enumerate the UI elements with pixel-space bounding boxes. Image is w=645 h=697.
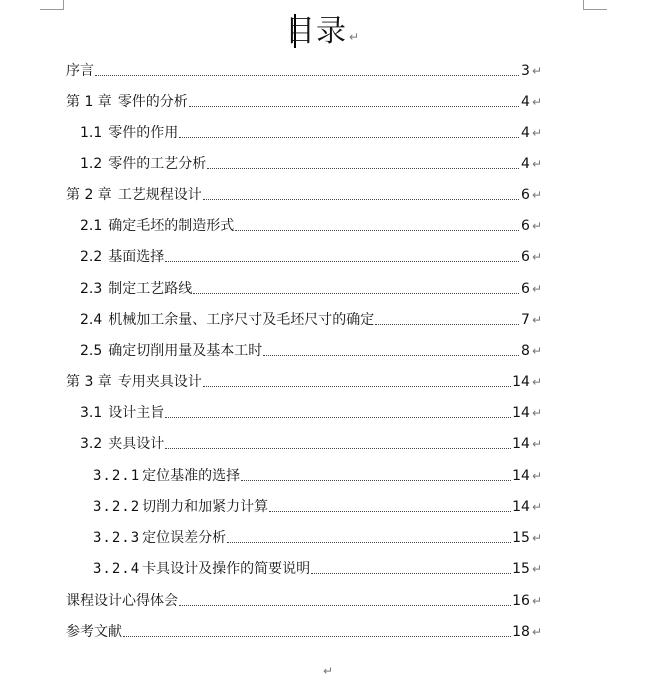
toc-entry-title: 机械加工余量、工序尺寸及毛坯尺寸的确定 bbox=[108, 312, 375, 328]
dot-leader bbox=[193, 292, 519, 294]
toc-entry[interactable] bbox=[80, 153, 542, 173]
dot-leader bbox=[179, 136, 519, 138]
toc-entry-title: 零件的工艺分析 bbox=[108, 156, 207, 172]
toc-entry-number: 2.3 bbox=[80, 281, 103, 297]
toc-entry[interactable] bbox=[66, 371, 542, 391]
toc-entry-number: 3.2.1 bbox=[93, 468, 141, 484]
toc-entry[interactable] bbox=[93, 527, 542, 547]
paragraph-mark-icon: ↵ bbox=[531, 64, 542, 78]
paragraph-mark-icon: ↵ bbox=[531, 219, 542, 233]
paragraph-mark-icon: ↵ bbox=[531, 625, 542, 639]
paragraph-mark-icon: ↵ bbox=[531, 406, 542, 420]
dot-leader bbox=[227, 541, 511, 543]
dot-leader bbox=[123, 635, 511, 637]
toc-entry[interactable] bbox=[66, 621, 542, 641]
toc-entry-title: 卡具设计及操作的简要说明 bbox=[142, 561, 311, 577]
toc-entry-title: 专用夹具设计 bbox=[117, 374, 202, 390]
toc-entry-page: 18 bbox=[512, 624, 530, 640]
paragraph-mark-icon: ↵ bbox=[348, 30, 361, 44]
paragraph-mark-icon: ↵ bbox=[531, 157, 542, 171]
toc-entry-page: 3 bbox=[521, 63, 530, 79]
paragraph-mark-icon: ↵ bbox=[531, 531, 542, 545]
paragraph-mark-icon: ↵ bbox=[531, 562, 542, 576]
toc-entry[interactable] bbox=[80, 309, 542, 329]
toc-entry-title: 工艺规程设计 bbox=[117, 187, 202, 203]
toc-entry-number: 2.1 bbox=[80, 218, 103, 234]
toc-entry[interactable] bbox=[80, 278, 542, 298]
toc-entry-title: 设计主旨 bbox=[108, 405, 165, 421]
toc-entry-number: 2.4 bbox=[80, 312, 103, 328]
paragraph-mark-icon: ↵ bbox=[531, 282, 542, 296]
toc-entry-page: 14 bbox=[512, 374, 530, 390]
toc-entry-page: 6 bbox=[521, 281, 530, 297]
paragraph-mark-icon: ↵ bbox=[323, 664, 334, 678]
paragraph-mark-icon: ↵ bbox=[531, 469, 542, 483]
dot-leader bbox=[203, 385, 511, 387]
crop-mark-top-right-v bbox=[583, 0, 584, 9]
toc-entry-title: 基面选择 bbox=[108, 249, 165, 265]
toc-entry-title: 确定切削用量及基本工时 bbox=[108, 343, 263, 359]
toc-entry[interactable] bbox=[66, 590, 542, 610]
toc-entry-number: 第 2 章 bbox=[66, 187, 112, 203]
dot-leader bbox=[165, 447, 511, 449]
paragraph-mark-icon: ↵ bbox=[531, 250, 542, 264]
paragraph-mark-icon: ↵ bbox=[531, 313, 542, 327]
toc-entry-page: 6 bbox=[521, 249, 530, 265]
toc-entry-page: 8 bbox=[521, 343, 530, 359]
crop-mark-top-right-h bbox=[583, 9, 607, 10]
toc-entry-page: 4 bbox=[521, 156, 530, 172]
paragraph-mark-icon: ↵ bbox=[531, 375, 542, 389]
toc-entry[interactable] bbox=[93, 465, 542, 485]
paragraph-mark-icon: ↵ bbox=[531, 126, 542, 140]
toc-entry[interactable] bbox=[66, 184, 542, 204]
toc-entry-page: 6 bbox=[521, 187, 530, 203]
toc-entry-number: 1.1 bbox=[80, 125, 103, 141]
toc-entry[interactable] bbox=[80, 433, 542, 453]
toc-entry-number: 1.2 bbox=[80, 156, 103, 172]
dot-leader bbox=[235, 229, 519, 231]
toc-entry[interactable] bbox=[93, 496, 542, 516]
paragraph-mark-icon: ↵ bbox=[531, 344, 542, 358]
toc-entry-number: 3.2 bbox=[80, 436, 103, 452]
dot-leader bbox=[269, 510, 511, 512]
toc-entry-title: 夹具设计 bbox=[108, 436, 165, 452]
toc-entry-number: 3.2.3 bbox=[93, 530, 141, 546]
dot-leader bbox=[95, 74, 519, 76]
dot-leader bbox=[311, 572, 511, 574]
toc-entry-title: 切削力和加紧力计算 bbox=[142, 499, 269, 515]
toc-entry-page: 16 bbox=[512, 593, 530, 609]
toc-entry[interactable] bbox=[80, 402, 542, 422]
toc-entry-page: 14 bbox=[512, 405, 530, 421]
toc-entry-title: 定位基准的选择 bbox=[142, 468, 241, 484]
toc-entry-page: 7 bbox=[521, 312, 530, 328]
dot-leader bbox=[165, 416, 511, 418]
toc-entry-number: 3.2.2 bbox=[93, 499, 141, 515]
toc-entry[interactable] bbox=[80, 340, 542, 360]
title-text: 目录 bbox=[284, 14, 347, 49]
toc-entry-title: 零件的作用 bbox=[108, 125, 179, 141]
dot-leader bbox=[241, 479, 511, 481]
toc-entry-page: 6 bbox=[521, 218, 530, 234]
toc-entry-number: 2.2 bbox=[80, 249, 103, 265]
toc-entry-title: 确定毛坯的制造形式 bbox=[108, 218, 235, 234]
toc-entry[interactable] bbox=[66, 60, 542, 80]
toc-entry[interactable] bbox=[80, 122, 542, 142]
toc-entry-page: 14 bbox=[512, 468, 530, 484]
toc-entry-number: 3.1 bbox=[80, 405, 103, 421]
toc-entry-title: 序言 bbox=[66, 63, 94, 79]
toc-entry-number: 3.2.4 bbox=[93, 561, 141, 577]
paragraph-mark-icon: ↵ bbox=[531, 188, 542, 202]
toc-entry[interactable] bbox=[80, 246, 542, 266]
dot-leader bbox=[203, 198, 519, 200]
crop-mark-top-left-v bbox=[63, 0, 64, 9]
toc-entry-title: 制定工艺路线 bbox=[108, 281, 193, 297]
toc-entry-title: 零件的分析 bbox=[117, 94, 188, 110]
dot-leader bbox=[165, 260, 519, 262]
toc-entry[interactable] bbox=[80, 215, 542, 235]
dot-leader bbox=[375, 323, 519, 325]
paragraph-mark-icon: ↵ bbox=[531, 500, 542, 514]
paragraph-mark-icon: ↵ bbox=[531, 594, 542, 608]
toc-entry-title: 课程设计心得体会 bbox=[66, 593, 178, 609]
dot-leader bbox=[207, 167, 519, 169]
toc-entry-page: 4 bbox=[521, 125, 530, 141]
dot-leader bbox=[179, 604, 511, 606]
toc-entry-title: 参考文献 bbox=[66, 624, 122, 640]
dot-leader bbox=[189, 105, 519, 107]
toc-entry[interactable] bbox=[66, 91, 542, 111]
paragraph-mark-icon: ↵ bbox=[531, 437, 542, 451]
dot-leader bbox=[263, 354, 519, 356]
toc-entry-page: 4 bbox=[521, 94, 530, 110]
toc-entry-number: 第 1 章 bbox=[66, 94, 112, 110]
toc-entry[interactable] bbox=[93, 558, 542, 578]
toc-entry-page: 14 bbox=[512, 436, 530, 452]
crop-mark-top-left-h bbox=[40, 9, 64, 10]
toc-entry-page: 14 bbox=[512, 499, 530, 515]
toc-entry-page: 15 bbox=[512, 530, 530, 546]
toc-entry-title: 定位误差分析 bbox=[142, 530, 227, 546]
toc-entry-number: 第 3 章 bbox=[66, 374, 112, 390]
toc-entry-number: 2.5 bbox=[80, 343, 103, 359]
page-title[interactable] bbox=[0, 12, 645, 57]
toc-entry-page: 15 bbox=[512, 561, 530, 577]
paragraph-mark-icon: ↵ bbox=[531, 95, 542, 109]
